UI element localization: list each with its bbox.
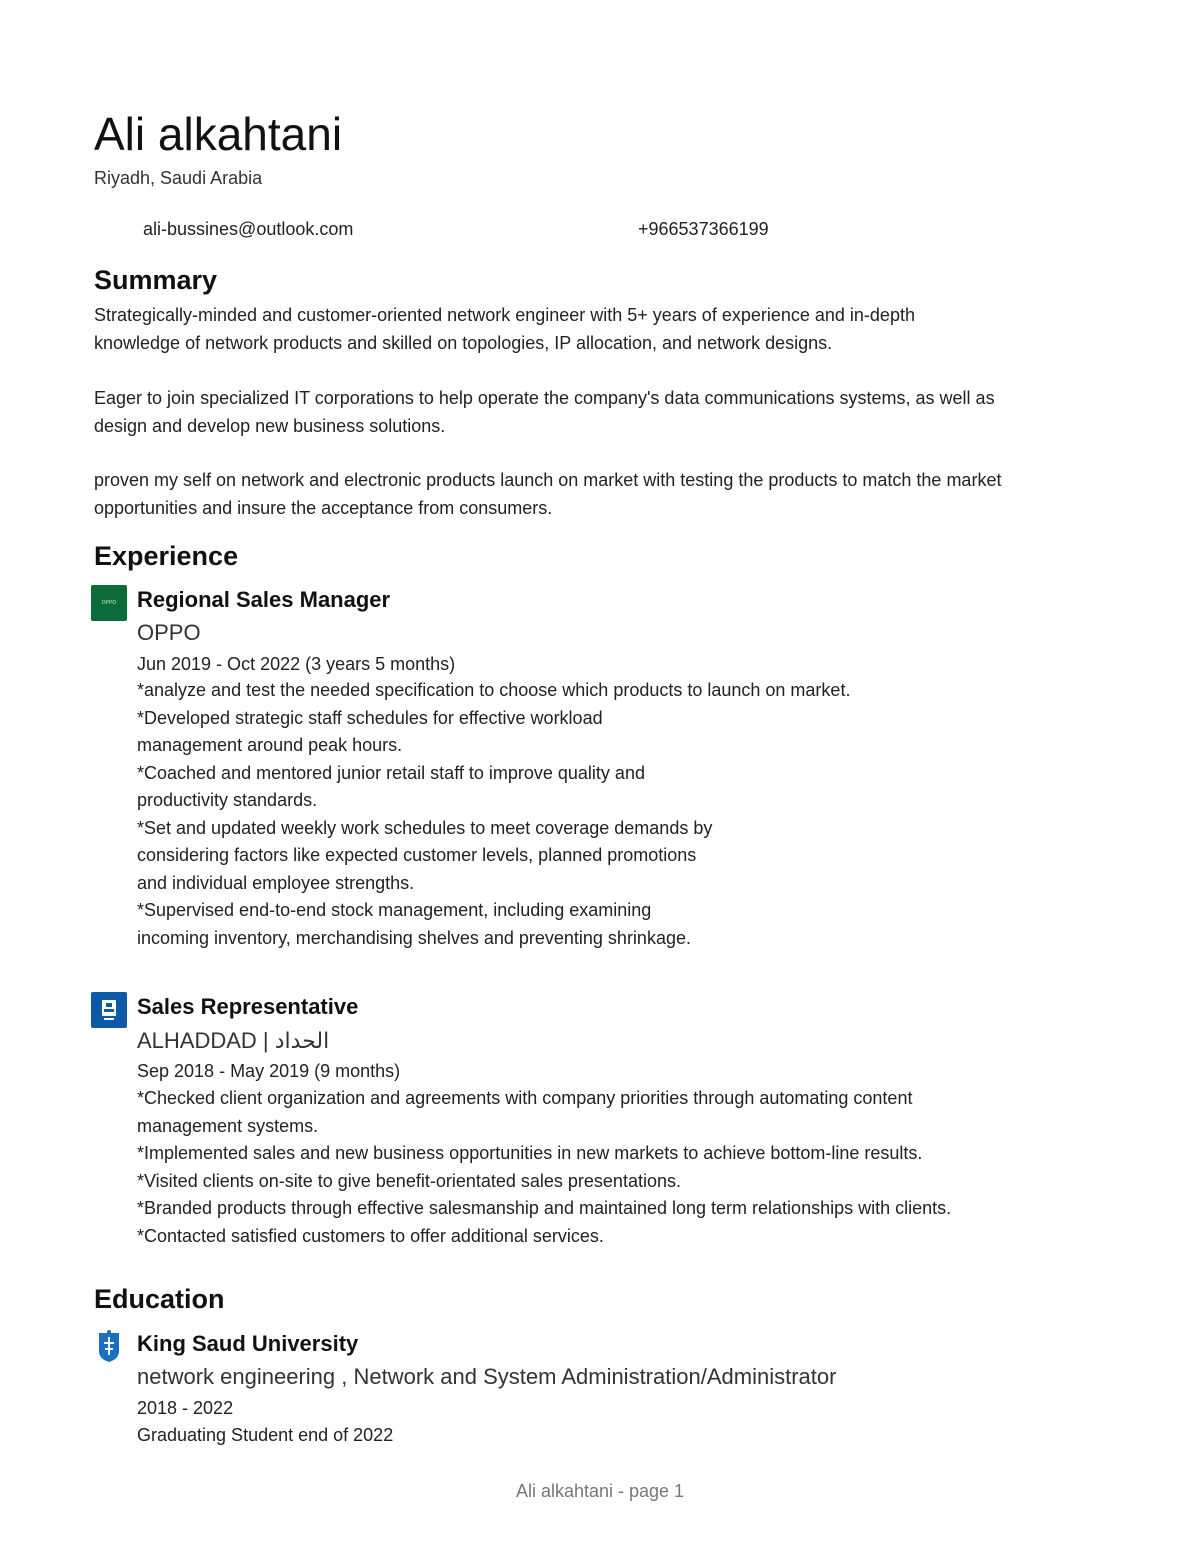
description-line: *Developed strategic staff schedules for effective workload bbox=[137, 707, 603, 728]
description-line: *analyze and test the needed specification to choose which products to launch on market. bbox=[137, 680, 851, 700]
job-title: Sales Representative bbox=[137, 994, 359, 1019]
university-crest-icon bbox=[96, 1329, 122, 1363]
oppo-logo-icon bbox=[91, 585, 127, 621]
description-line: *Supervised end-to-end stock management, including examining bbox=[137, 900, 652, 920]
job-dates: Jun 2019 - Oct 2022 (3 years 5 months) bbox=[137, 654, 456, 674]
candidate-name: Ali alkahtani bbox=[94, 108, 343, 160]
page-footer: Ali alkahtani - page 1 bbox=[515, 1481, 685, 1501]
description-line: and individual employee strengths. bbox=[137, 872, 415, 893]
job-dates: Sep 2018 - May 2019 (9 months) bbox=[137, 1061, 401, 1081]
education-dates: 2018 - 2022 bbox=[137, 1398, 234, 1418]
description-line: *Contacted satisfied customers to offer additional services. bbox=[137, 1225, 604, 1246]
description-line: *Branded products through effective salesmanship and maintained long term relationships with clients. bbox=[137, 1198, 952, 1218]
summary-paragraph-1 bbox=[94, 302, 1094, 357]
summary-paragraph-2 bbox=[94, 385, 1094, 440]
job-title: Regional Sales Manager bbox=[137, 587, 391, 612]
summary-p1-line: Strategically-minded and customer-oriented network engineer with 5+ years of experience and in-depth bbox=[94, 305, 915, 325]
summary-paragraph-3 bbox=[94, 467, 1094, 522]
summary-p3-line: proven my self on network and electronic products launch on market with testing the products to match the market bbox=[94, 470, 1002, 490]
job-description bbox=[137, 677, 1097, 952]
description-line: *Visited clients on-site to give benefit-orientated sales presentations. bbox=[137, 1170, 681, 1191]
job-description bbox=[137, 1085, 1097, 1250]
summary-p2-line: design and develop new business solutions. bbox=[94, 415, 446, 436]
summary-p3-line: opportunities and insure the acceptance from consumers. bbox=[94, 497, 553, 518]
candidate-location: Riyadh, Saudi Arabia bbox=[94, 168, 263, 188]
summary-p1-line: knowledge of network products and skilled on topologies, IP allocation, and network designs. bbox=[94, 332, 833, 353]
email-link[interactable]: ali-bussines@outlook.com bbox=[143, 219, 354, 239]
description-line: productivity standards. bbox=[137, 790, 318, 810]
description-line: *Set and updated weekly work schedules to meet coverage demands by bbox=[137, 817, 713, 838]
description-line: *Implemented sales and new business opportunities in new markets to achieve bottom-line results. bbox=[137, 1143, 923, 1163]
description-line: *Checked client organization and agreements with company priorities through automating content bbox=[137, 1088, 913, 1108]
company-name: OPPO bbox=[137, 620, 201, 645]
degree-name: network engineering , Network and System Administration/Administrator bbox=[137, 1364, 837, 1389]
summary-heading: Summary bbox=[94, 265, 218, 295]
summary-p2-line: Eager to join specialized IT corporations to help operate the company's data communications systems, as well as bbox=[94, 388, 995, 408]
education-note: Graduating Student end of 2022 bbox=[137, 1425, 394, 1445]
ksu-logo-icon bbox=[91, 1328, 127, 1364]
alhaddad-logo-icon bbox=[91, 992, 127, 1028]
description-line: considering factors like expected customer levels, planned promotions bbox=[137, 845, 697, 865]
description-line: management around peak hours. bbox=[137, 735, 403, 755]
company-name: ALHADDAD | الحداد bbox=[137, 1028, 330, 1053]
description-line: *Coached and mentored junior retail staff to improve quality and bbox=[137, 762, 645, 783]
education-heading: Education bbox=[94, 1284, 225, 1314]
oppo-logo-text: OPPO bbox=[101, 600, 117, 606]
description-line: management systems. bbox=[137, 1115, 319, 1136]
phone-number[interactable]: +966537366199 bbox=[638, 219, 769, 239]
school-name: King Saud University bbox=[137, 1331, 359, 1356]
experience-heading: Experience bbox=[94, 541, 239, 571]
description-line: incoming inventory, merchandising shelves and preventing shrinkage. bbox=[137, 927, 691, 948]
alhaddad-emblem-icon bbox=[98, 998, 120, 1022]
